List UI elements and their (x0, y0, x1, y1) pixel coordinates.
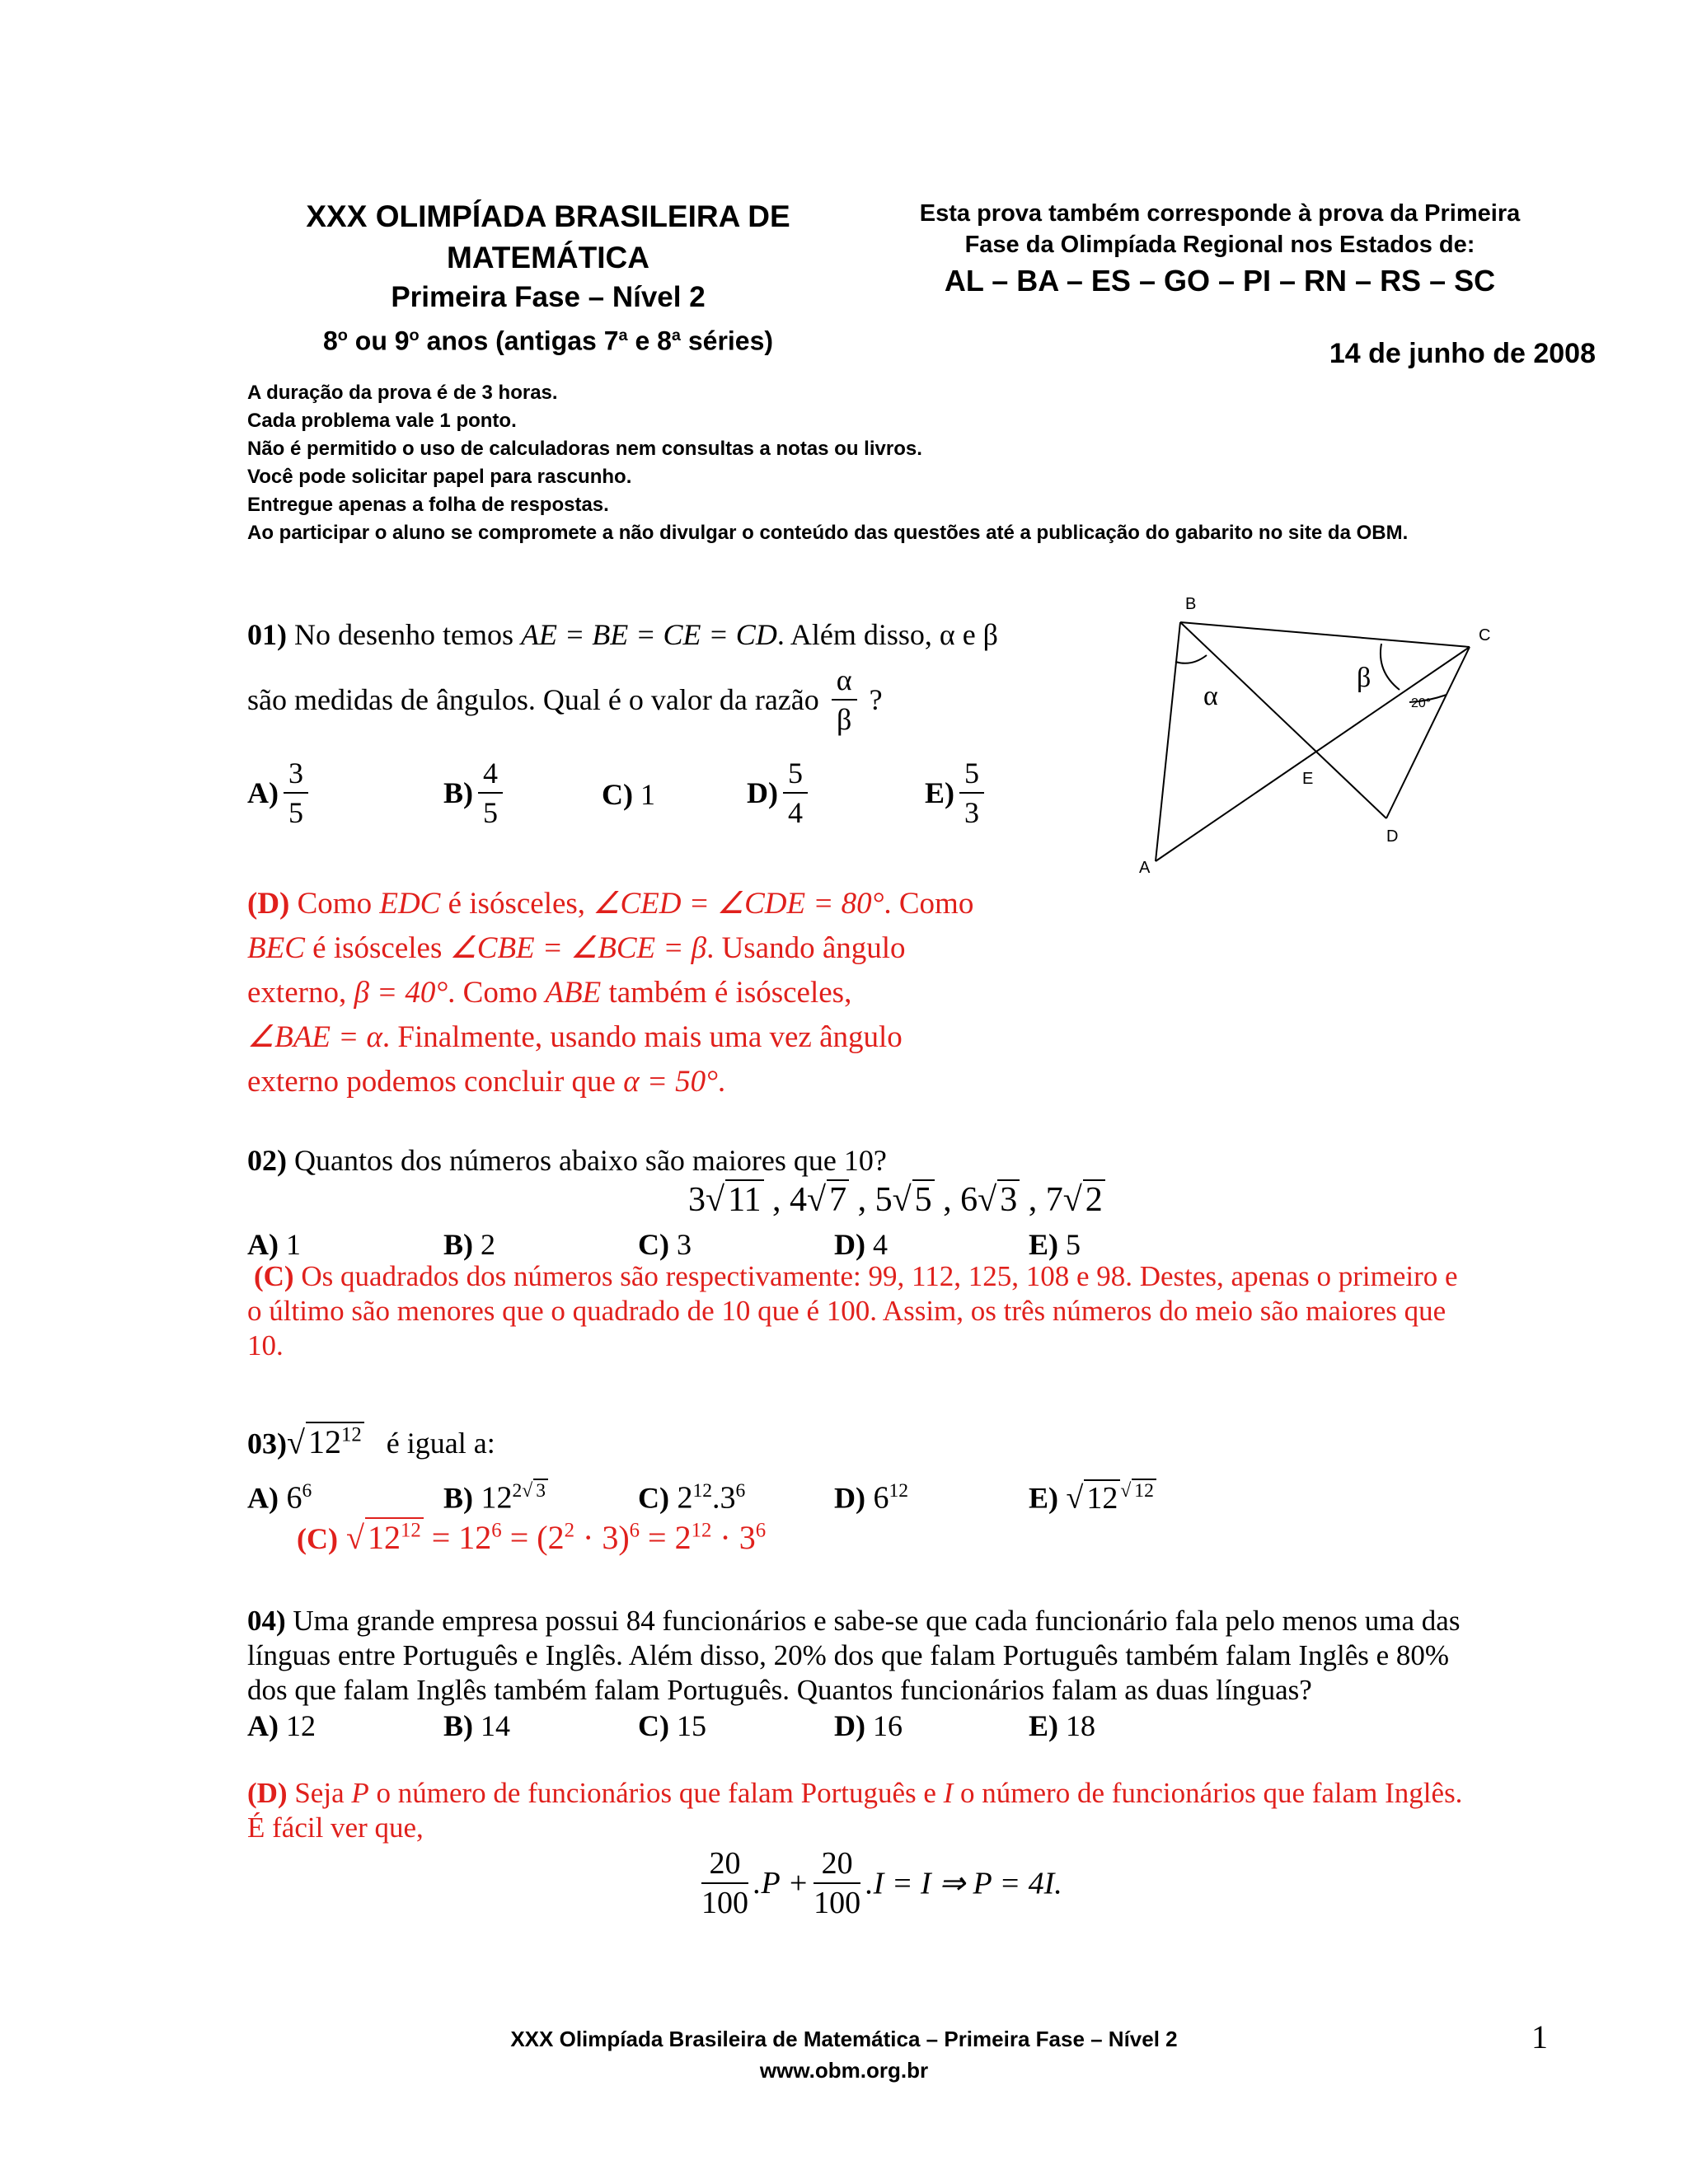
segment-ab (1156, 622, 1180, 861)
q3-option-a: A) $6^6$ (247, 1480, 312, 1516)
q3-options (247, 1471, 1154, 1521)
q4-option-c: C) 15 (638, 1709, 706, 1742)
q3-solution: (C) √ $12^{12} = 12^6 = (2^2 \cdot 3)^6 = 2^{12} \cdot 3^6$ (297, 1519, 767, 1556)
q2-solution: (C) Os quadrados dos números são respectivamente: 99, 112, 125, 108 e 98. Destes, apenas o primeiro e o último são menores que o quadrado de 10 que é 100. Assim, os três números do meio são maiores que 10. (247, 1260, 1458, 1361)
q3-option-b: B) $12^{2√ 3}$ (443, 1471, 548, 1518)
note-line-2: Fase da Olimpíada Regional nos Estados de: (964, 232, 1475, 258)
segment-cd (1386, 647, 1470, 818)
beta-arc (1381, 644, 1400, 690)
footer-url[interactable]: www.obm.org.br (759, 2058, 929, 2083)
q4-option-b: B) 14 (443, 1709, 510, 1742)
note-line-1: Esta prova também corresponde à prova da Primeira (919, 200, 1521, 227)
header-left (206, 196, 890, 360)
q1-option-e: E) $\frac{5}{3}$ (925, 754, 989, 832)
q2-option-b: B) 2 (443, 1228, 495, 1261)
exam-phase: Primeira Fase – Nível 2 (391, 281, 706, 313)
exam-date: 14 de junho de 2008 (1329, 338, 1596, 369)
q4-option-a: A) 12 (247, 1709, 316, 1742)
q4-option-d: D) 16 (834, 1709, 903, 1742)
q1-options (247, 754, 989, 837)
header-right (907, 198, 1533, 302)
rule-item: Entregue apenas a folha de respostas. (247, 494, 609, 516)
label-e: E (1302, 770, 1314, 788)
rule-item: A duração da prova é de 3 horas. (247, 382, 558, 404)
exam-grades: 8$^o$ ou 9$^o$ anos (antigas 7$^a$ e 8$^a$ séries) (322, 326, 774, 356)
q3-option-c: C) $2^{12}.3^6$ (638, 1480, 746, 1516)
q3-text: 03)√ $12^{12}$ é igual a: (247, 1423, 495, 1461)
q1-option-a: A) $\frac{3}{5}$ (247, 754, 313, 832)
q1-solution: (D) Como EDC é isósceles, ∠CED = ∠CDE = 80°. Como BEC é isósceles ∠CBE = ∠BCE = β. Usando ângulo externo, β = 40°. Como ABE também é isósceles, ∠BAE = α. Finalmente, usando mais uma vez ângulo externo podemos concluir que α = 50°. (247, 887, 974, 1099)
label-d: D (1386, 827, 1399, 846)
q1-option-d: D) $\frac{5}{4}$ (747, 754, 813, 832)
q3-option-d: D) $6^{12}$ (834, 1480, 909, 1516)
q2-text: 02) Quantos dos números abaixo são maiores que 10? (247, 1144, 887, 1177)
segment-bc (1180, 622, 1470, 647)
states-list: AL – BA – ES – GO – PI – RN – RS – SC (944, 264, 1496, 298)
rule-item: Ao participar o aluno se compromete a não divulgar o conteúdo das questões até a publicação do gabarito no site da OBM. (247, 522, 1409, 544)
q4-equation: $\frac{20}{100}$ .P + $\frac{20}{100}$ .I = I ⇒ P = 4I. (701, 1846, 1062, 1920)
q1-option-b: B) $\frac{4}{5}$ (443, 754, 508, 832)
q3-option-e: E) √ 12 $^{√ 12}$ (1029, 1471, 1156, 1518)
page-footer (0, 2023, 1688, 2086)
q2-option-e: E) 5 (1029, 1228, 1081, 1261)
q1-line2: são medidas de ângulos. Qual é o valor da razão $\frac{\alpha}{\beta}$ ? (247, 661, 883, 738)
q2-option-a: A) 1 (247, 1228, 301, 1261)
q4-options (247, 1706, 1095, 1747)
q4-text: 04) Uma grande empresa possui 84 funcionários e sabe-se que cada funcionário fala pelo menos uma das línguas entre Português e Inglês. Além disso, 20% dos que falam Português também falam Inglês e 80% dos que falam Inglês também falam Português. Quantos funcionários falam as duas línguas? (247, 1605, 1461, 1706)
segment-ac (1156, 647, 1470, 861)
q1-triangle-figure (1137, 589, 1525, 886)
label-20deg: 20° (1411, 696, 1432, 710)
q1-line1: 01) No desenho temos AE = BE = CE = CD. Além disso, α e β (247, 618, 998, 651)
label-c: C (1479, 626, 1491, 644)
alpha-arc (1175, 655, 1207, 663)
segment-bd (1180, 622, 1386, 818)
q1-ratio: $\frac{\alpha}{\beta}$ (832, 661, 857, 738)
page-number: 1 (1531, 2018, 1548, 2055)
q2-option-d: D) 4 (834, 1228, 888, 1261)
rules-list (247, 379, 1408, 547)
label-a: A (1139, 859, 1151, 877)
rule-item: Não é permitido o uso de calculadoras nem consultas a notas ou livros. (247, 438, 922, 460)
q2-numbers: 3√11 , 4√7 , 5√5 , 6√3 , 7√2 (688, 1180, 1105, 1220)
q1-option-c: C) 1 (602, 778, 655, 811)
label-beta: β (1357, 663, 1372, 693)
exam-title: XXX OLIMPÍADA BRASILEIRA DE MATEMÁTICA (306, 199, 790, 274)
rule-item: Você pode solicitar papel para rascunho. (247, 466, 632, 488)
footer-title: XXX Olimpíada Brasileira de Matemática – Primeira Fase – Nível 2 (510, 2027, 1178, 2051)
label-alpha: α (1203, 681, 1218, 711)
q4-option-e: E) 18 (1029, 1709, 1095, 1742)
rule-item: Cada problema vale 1 ponto. (247, 410, 517, 432)
q2-option-c: C) 3 (638, 1228, 692, 1261)
q4-solution: (D) Seja P o número de funcionários que falam Português e I o número de funcionários que falam Inglês. É fácil ver que, (247, 1777, 1463, 1844)
label-b: B (1185, 595, 1197, 613)
